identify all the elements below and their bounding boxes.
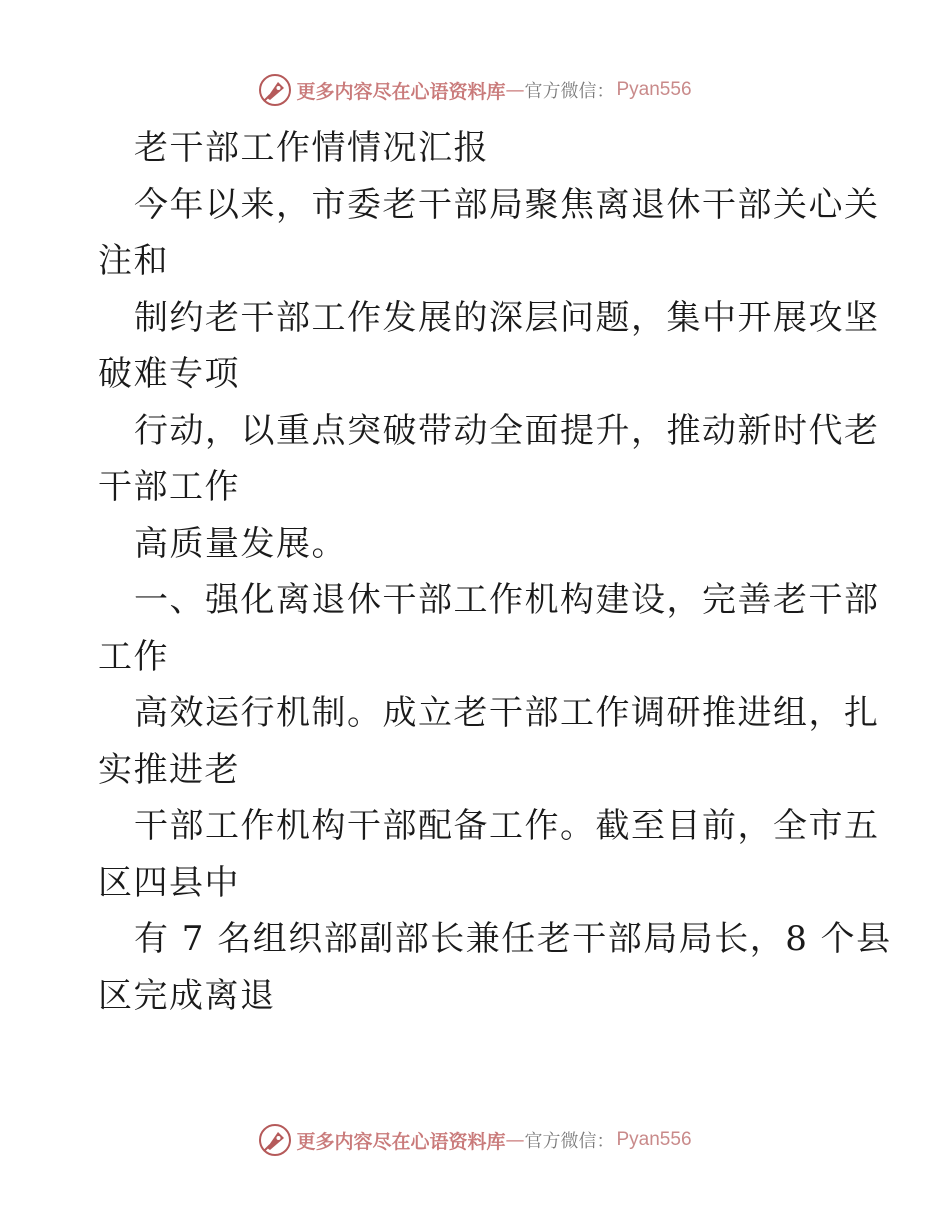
paragraph-line: 今年以来，市委老干部局聚焦离退休干部关心关 bbox=[134, 184, 880, 225]
paragraph-line: 区四县中 bbox=[98, 862, 240, 903]
paragraph-line: 干部工作机构干部配备工作。截至目前，全市五 bbox=[134, 806, 880, 846]
banner-wechat-label: 官方微信： bbox=[524, 1131, 615, 1152]
paragraph-line: 高效运行机制。成立老干部工作调研推进组，扎 bbox=[134, 693, 880, 733]
section-heading-line: 一、强化离退休干部工作机构建设，完善老干部 bbox=[134, 580, 880, 620]
banner-brand: 更多内容尽在心语资料库 bbox=[296, 1130, 506, 1153]
paragraph-line: 破难专项 bbox=[98, 354, 240, 394]
document-body bbox=[98, 120, 892, 1024]
banner-dash: — bbox=[505, 1129, 525, 1151]
banner-dash: — bbox=[505, 79, 525, 101]
document-title: 老干部工作情情况汇报 bbox=[134, 128, 489, 168]
section-heading-line: 工作 bbox=[98, 636, 169, 677]
banner-wechat-id: Pyan556 bbox=[616, 1129, 692, 1150]
paragraph-line: 高质量发展。 bbox=[134, 523, 347, 564]
paragraph-line: 制约老干部工作发展的深层问题，集中开展攻坚 bbox=[134, 297, 880, 338]
pen-nib-logo-icon bbox=[258, 73, 292, 107]
pen-nib-logo-icon bbox=[258, 1123, 292, 1157]
footer-banner bbox=[0, 1120, 950, 1160]
banner-wechat-label: 官方微信： bbox=[524, 81, 615, 102]
header-banner bbox=[0, 70, 950, 110]
banner-brand: 更多内容尽在心语资料库 bbox=[296, 80, 506, 103]
paragraph-line: 有 7 名组织部副部长兼任老干部局局长，8 个县 bbox=[134, 919, 892, 959]
paragraph-line: 干部工作 bbox=[98, 467, 240, 507]
banner-wechat-id: Pyan556 bbox=[616, 79, 692, 100]
paragraph-line: 注和 bbox=[98, 241, 169, 281]
paragraph-line: 区完成离退 bbox=[98, 975, 276, 1016]
paragraph-line: 行动，以重点突破带动全面提升，推动新时代老 bbox=[134, 410, 880, 451]
paragraph-line: 实推进老 bbox=[98, 749, 240, 790]
